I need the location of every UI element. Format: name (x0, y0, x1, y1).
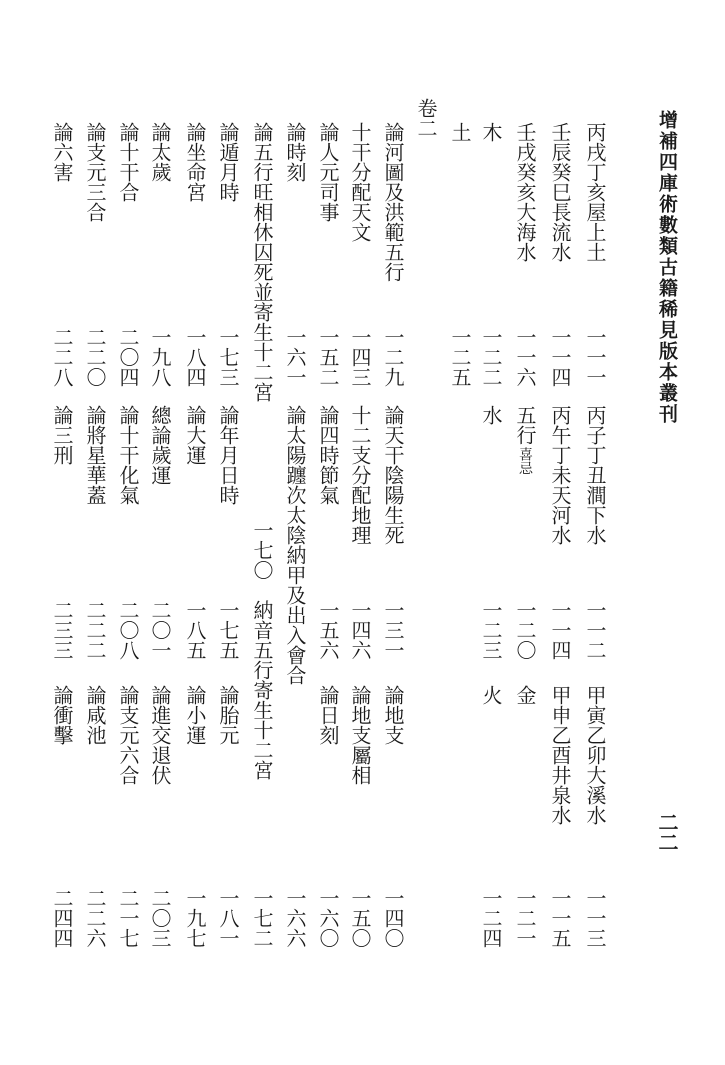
toc-entry: 論五行旺相休囚死並寄生十二宮 (250, 122, 274, 402)
toc-page: 二二〇 (83, 327, 107, 387)
toc-page: 二二二 (83, 600, 107, 660)
toc-entry: 論大運 (183, 405, 207, 465)
toc-page: 一二五 (448, 327, 472, 387)
toc-entry: 論太歲 (148, 122, 172, 182)
toc-page: 二〇八 (116, 600, 140, 660)
toc-page: 一一三 (583, 888, 607, 948)
toc-page: 一四六 (348, 600, 372, 660)
toc-page: 一四〇 (381, 888, 405, 948)
toc-entry: 納音五行寄生十二宮 (250, 600, 274, 780)
toc-entry: 論日刻 (316, 685, 340, 745)
toc-entry: 論人元司事 (316, 122, 340, 222)
toc-page: 一八四 (183, 327, 207, 387)
toc-page: 一六一 (283, 327, 307, 387)
toc-page: 一八一 (216, 888, 240, 948)
toc-entry: 論支元六合 (116, 685, 140, 785)
toc-entry: 丙午丁未天河水 (548, 405, 572, 545)
toc-entry: 論進交退伏 (148, 685, 172, 785)
toc-entry: 土 (448, 122, 472, 142)
toc-page: 一九八 (148, 327, 172, 387)
toc-entry: 十二支分配地理 (348, 405, 372, 545)
toc-entry: 論支元三合 (83, 122, 107, 222)
toc-page: 一四三 (348, 327, 372, 387)
toc-entry: 論十干化氣 (116, 405, 140, 505)
toc-page: 一五六 (316, 600, 340, 660)
toc-page: 一七〇 (250, 520, 274, 580)
toc-entry: 論太陽躔次太陰納甲及出入會合 (283, 405, 307, 685)
toc-page: 一六六 (283, 888, 307, 948)
toc-page: 一二二 (479, 327, 503, 387)
toc-page: 二二八 (50, 327, 74, 387)
toc-page: 一八五 (183, 600, 207, 660)
toc-page: 一七五 (216, 600, 240, 660)
toc-entry: 論年月日時 (216, 405, 240, 505)
toc-page: 一一一 (583, 327, 607, 387)
toc-page: 一一六 (513, 327, 537, 387)
toc-entry: 論河圖及洪範五行 (381, 122, 405, 282)
toc-page: 二〇一 (148, 600, 172, 660)
toc-page: 一七二 (250, 888, 274, 948)
toc-page: 一二四 (479, 888, 503, 948)
toc-entry: 論地支 (381, 685, 405, 745)
toc-page: 二四四 (50, 888, 74, 948)
toc-entry: 論胎元 (216, 685, 240, 745)
toc-entry: 水 (479, 405, 503, 425)
toc-entry: 壬辰癸巳長流水 (548, 122, 572, 262)
toc-entry: 十干分配天文 (348, 122, 372, 242)
toc-page: 一五〇 (348, 888, 372, 948)
toc-page: 一一四 (548, 327, 572, 387)
toc-entry-note: 喜忌 (517, 447, 533, 475)
toc-entry: 五行 (513, 405, 537, 445)
toc-entry: 論小運 (183, 685, 207, 745)
toc-page: 一三一 (381, 600, 405, 660)
toc-entry: 論時刻 (283, 122, 307, 182)
toc-entry: 論三刑 (50, 405, 74, 465)
toc-entry: 總論歲運 (148, 405, 172, 485)
book-series-title: 增補四庫術數類古籍稀見版本叢刊 (656, 110, 678, 425)
toc-entry: 論天干陰陽生死 (381, 405, 405, 545)
toc-entry: 甲申乙酉井泉水 (548, 685, 572, 825)
page-number: 二二 (655, 812, 679, 852)
toc-entry: 論坐命宮 (183, 122, 207, 202)
toc-entry: 丙子丁丑澗下水 (583, 405, 607, 545)
volume-heading: 卷二 (414, 98, 438, 138)
toc-entry: 論六害 (50, 122, 74, 182)
toc-entry: 論遁月時 (216, 122, 240, 202)
toc-entry: 論衝擊 (50, 685, 74, 745)
toc-entry: 壬戌癸亥大海水 (513, 122, 537, 262)
toc-entry: 丙戌丁亥屋上土 (583, 122, 607, 262)
toc-entry: 論地支屬相 (348, 685, 372, 785)
toc-entry: 火 (479, 685, 503, 705)
toc-page: 一二九 (381, 327, 405, 387)
toc-page: 二三三 (50, 600, 74, 660)
toc-page: 一二三 (479, 600, 503, 660)
toc-page: 二二六 (83, 888, 107, 948)
toc-page: 一一五 (548, 888, 572, 948)
toc-page: 二〇四 (116, 327, 140, 387)
toc-page: 一一二 (583, 600, 607, 660)
toc-entry: 甲寅乙卯大溪水 (583, 685, 607, 825)
toc-entry: 木 (479, 122, 503, 142)
toc-page: 一六〇 (316, 888, 340, 948)
toc-entry: 論咸池 (83, 685, 107, 745)
toc-page: 一五二 (316, 327, 340, 387)
toc-page: 二〇三 (148, 888, 172, 948)
toc-page: 二一七 (116, 888, 140, 948)
toc-entry: 論將星華蓋 (83, 405, 107, 505)
toc-page: 一二〇 (513, 600, 537, 660)
toc-entry: 論四時節氣 (316, 405, 340, 505)
toc-page: 一九七 (183, 888, 207, 948)
toc-entry: 金 (513, 685, 537, 705)
toc-entry: 論十干合 (116, 122, 140, 202)
toc-page: 一二一 (513, 888, 537, 948)
toc-page: 一七三 (216, 327, 240, 387)
toc-page: 一一四 (548, 600, 572, 660)
